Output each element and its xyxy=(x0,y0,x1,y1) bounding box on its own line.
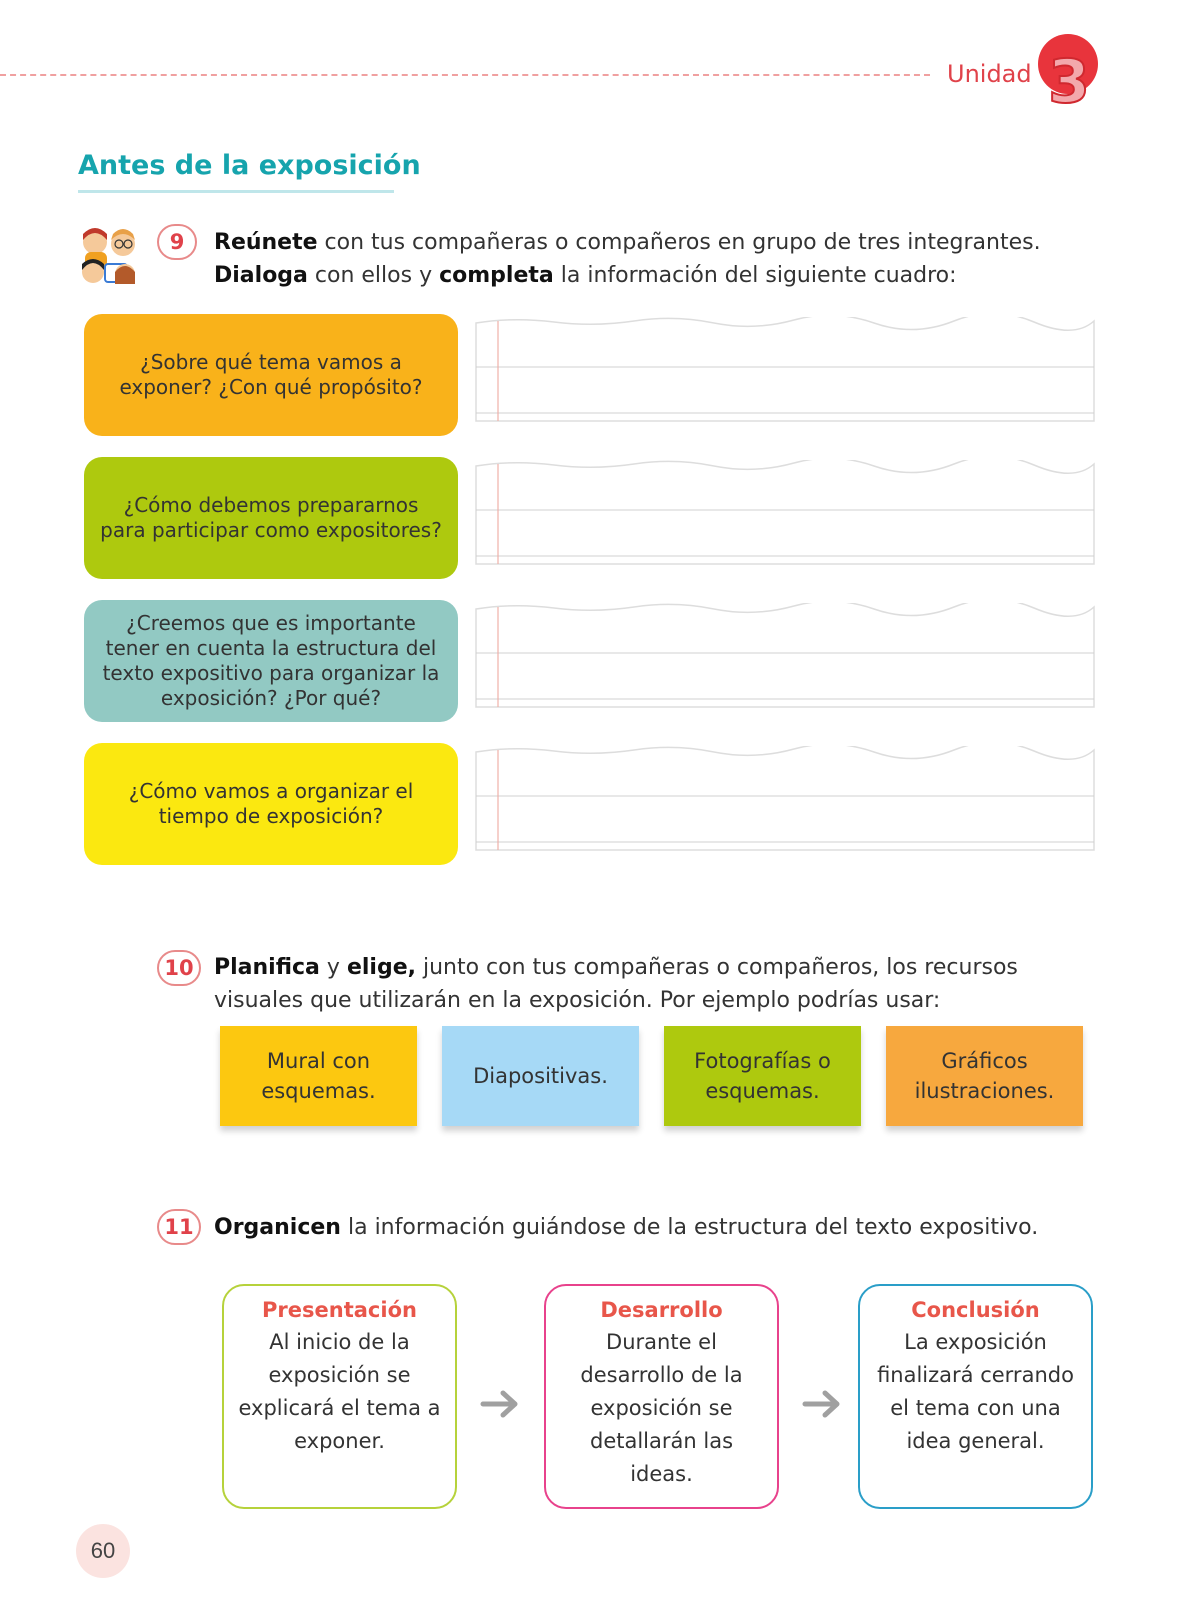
structure-title-development: Desarrollo xyxy=(600,1298,723,1322)
page-number: 60 xyxy=(90,1538,116,1563)
activity-11-number: 11 xyxy=(157,1209,201,1245)
activity-11-verb-organicen: Organicen xyxy=(214,1215,341,1240)
activity-10-line2-text: visuales que utilizarán en la exposición. Por ejemplo podrías usar: xyxy=(214,988,941,1013)
activity-9-instruction xyxy=(214,226,1114,292)
unit-number: 3 xyxy=(1048,47,1090,116)
structure-text-conclusion: La exposición finalizará cerrando el tema con una idea general. xyxy=(877,1330,1074,1453)
question-box-topic: ¿Sobre qué tema vamos a exponer? ¿Con qué propósito? xyxy=(84,314,458,436)
activity-10-line1-text: junto con tus compañeras o compañeros, los recursos xyxy=(415,955,1018,980)
structure-box-development xyxy=(544,1284,779,1509)
header-dashed-line xyxy=(0,74,930,76)
answer-paper-3[interactable] xyxy=(474,603,1096,711)
structure-title-presentation: Presentación xyxy=(262,1298,417,1322)
activity-9-line2-mid: con ellos y xyxy=(307,263,440,288)
question-box-structure: ¿Creemos que es importante tener en cuenta la estructura del texto expositivo para organizar la exposición? ¿Por qué? xyxy=(84,600,458,722)
question-box-preparation: ¿Cómo debemos prepararnos para participar como expositores? xyxy=(84,457,458,579)
activity-9-line2-text: la información del siguiente cuadro: xyxy=(553,263,957,288)
activity-9-number: 9 xyxy=(157,224,197,260)
activity-10-mid: y xyxy=(319,955,347,980)
unit-label: Unidad xyxy=(947,60,1032,88)
answer-paper-2[interactable] xyxy=(474,460,1096,568)
answer-paper-1[interactable] xyxy=(474,317,1096,425)
structure-text-development: Durante el desarrollo de la exposición se detallarán las ideas. xyxy=(580,1330,743,1486)
activity-9-line1-text: con tus compañeras o compañeros en grupo de tres integrantes. xyxy=(317,230,1041,255)
resource-note-photos: Fotografías o esquemas. xyxy=(664,1026,861,1126)
arrow-right-icon xyxy=(801,1389,845,1419)
activity-9-verb-dialoga: Dialoga xyxy=(214,263,308,288)
activity-9-verb-reunete: Reúnete xyxy=(214,230,318,255)
activity-9-verb-completa: completa xyxy=(439,263,554,288)
activity-10-instruction xyxy=(214,951,1114,1017)
activity-11-instruction xyxy=(214,1211,1114,1244)
structure-box-presentation xyxy=(222,1284,457,1509)
group-kids-icon xyxy=(75,226,143,288)
unit-number-badge xyxy=(1036,32,1100,116)
arrow-right-icon xyxy=(479,1389,523,1419)
resource-note-slides: Diapositivas. xyxy=(442,1026,639,1126)
section-title: Antes de la exposición xyxy=(78,150,421,181)
resource-note-mural: Mural con esquemas. xyxy=(220,1026,417,1126)
question-box-time: ¿Cómo vamos a organizar el tiempo de exposición? xyxy=(84,743,458,865)
section-title-underline xyxy=(78,190,394,193)
activity-11-line1-text: la información guiándose de la estructura del texto expositivo. xyxy=(340,1215,1039,1240)
activity-10-verb-planifica: Planifica xyxy=(214,955,320,980)
activity-10-verb-elige: elige, xyxy=(346,955,416,980)
structure-text-presentation: Al inicio de la exposición se explicará el tema a exponer. xyxy=(238,1330,441,1453)
answer-paper-4[interactable] xyxy=(474,746,1096,854)
resource-note-graphics: Gráficos ilustraciones. xyxy=(886,1026,1083,1126)
activity-10-number: 10 xyxy=(157,950,201,986)
structure-box-conclusion xyxy=(858,1284,1093,1509)
structure-title-conclusion: Conclusión xyxy=(911,1298,1040,1322)
